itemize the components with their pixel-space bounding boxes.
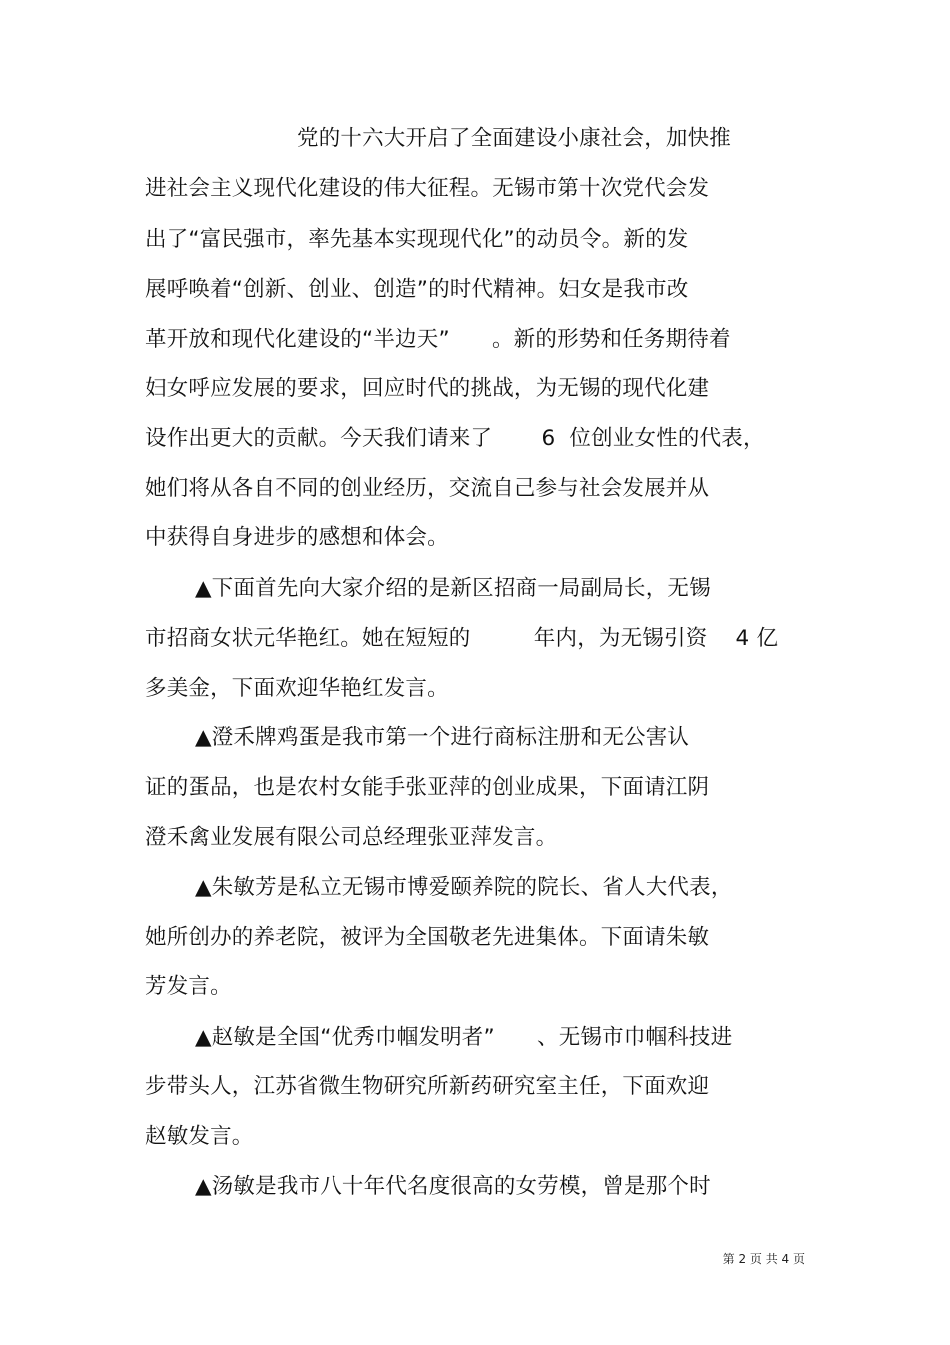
body-line-9: 中获得自身进步的感想和体会。 (145, 525, 449, 550)
body-line-14: 证的蛋品，也是农村女能手张亚萍的创业成果，下面请江阴 (145, 775, 710, 800)
body-line-21: 赵敏发言。 (145, 1124, 254, 1149)
body-line-20: 步带头人，江苏省微生物研究所新药研究室主任，下面欢迎 (145, 1074, 710, 1099)
body-line-8: 她们将从各自不同的创业经历，交流自己参与社会发展并从 (145, 476, 710, 501)
body-line-1: 党的十六大开启了全面建设小康社会，加快推 (297, 126, 732, 151)
body-line-11: 市招商女状元华艳红。她在短短的 年内，为无锡引资 4 亿 (145, 626, 779, 651)
body-line-17: 她所创办的养老院，被评为全国敬老先进集体。下面请朱敏 (145, 925, 710, 950)
body-line-16: ▲朱敏芳是私立无锡市博爱颐养院的院长、省人大代表， (195, 875, 733, 900)
body-line-18: 芳发言。 (145, 974, 232, 999)
body-line-7: 设作出更大的贡献。今天我们请来了 6 位创业女性的代表， (145, 426, 765, 451)
page-number-footer: 第 2 页 共 4 页 (722, 1252, 805, 1266)
body-line-3: 出了“富民强市，率先基本实现现代化”的动员令。新的发 (145, 227, 689, 252)
body-line-5: 革开放和现代化建设的“半边天” 。新的形势和任务期待着 (145, 327, 731, 352)
body-line-19: ▲赵敏是全国“优秀巾帼发明者” 、无锡市巾帼科技进 (195, 1025, 733, 1050)
body-line-13: ▲澄禾牌鸡蛋是我市第一个进行商标注册和无公害认 (195, 725, 690, 750)
body-line-22: ▲汤敏是我市八十年代名度很高的女劳模，曾是那个时 (195, 1174, 711, 1199)
body-line-2: 进社会主义现代化建设的伟大征程。无锡市第十次党代会发 (145, 176, 710, 201)
body-line-10: ▲下面首先向大家介绍的是新区招商一局副局长，无锡 (195, 576, 711, 601)
body-line-6: 妇女呼应发展的要求，回应时代的挑战，为无锡的现代化建 (145, 376, 710, 401)
body-line-15: 澄禾禽业发展有限公司总经理张亚萍发言。 (145, 825, 558, 850)
body-line-4: 展呼唤着“创新、创业、创造”的时代精神。妇女是我市改 (145, 277, 689, 302)
body-line-12: 多美金，下面欢迎华艳红发言。 (145, 676, 449, 701)
